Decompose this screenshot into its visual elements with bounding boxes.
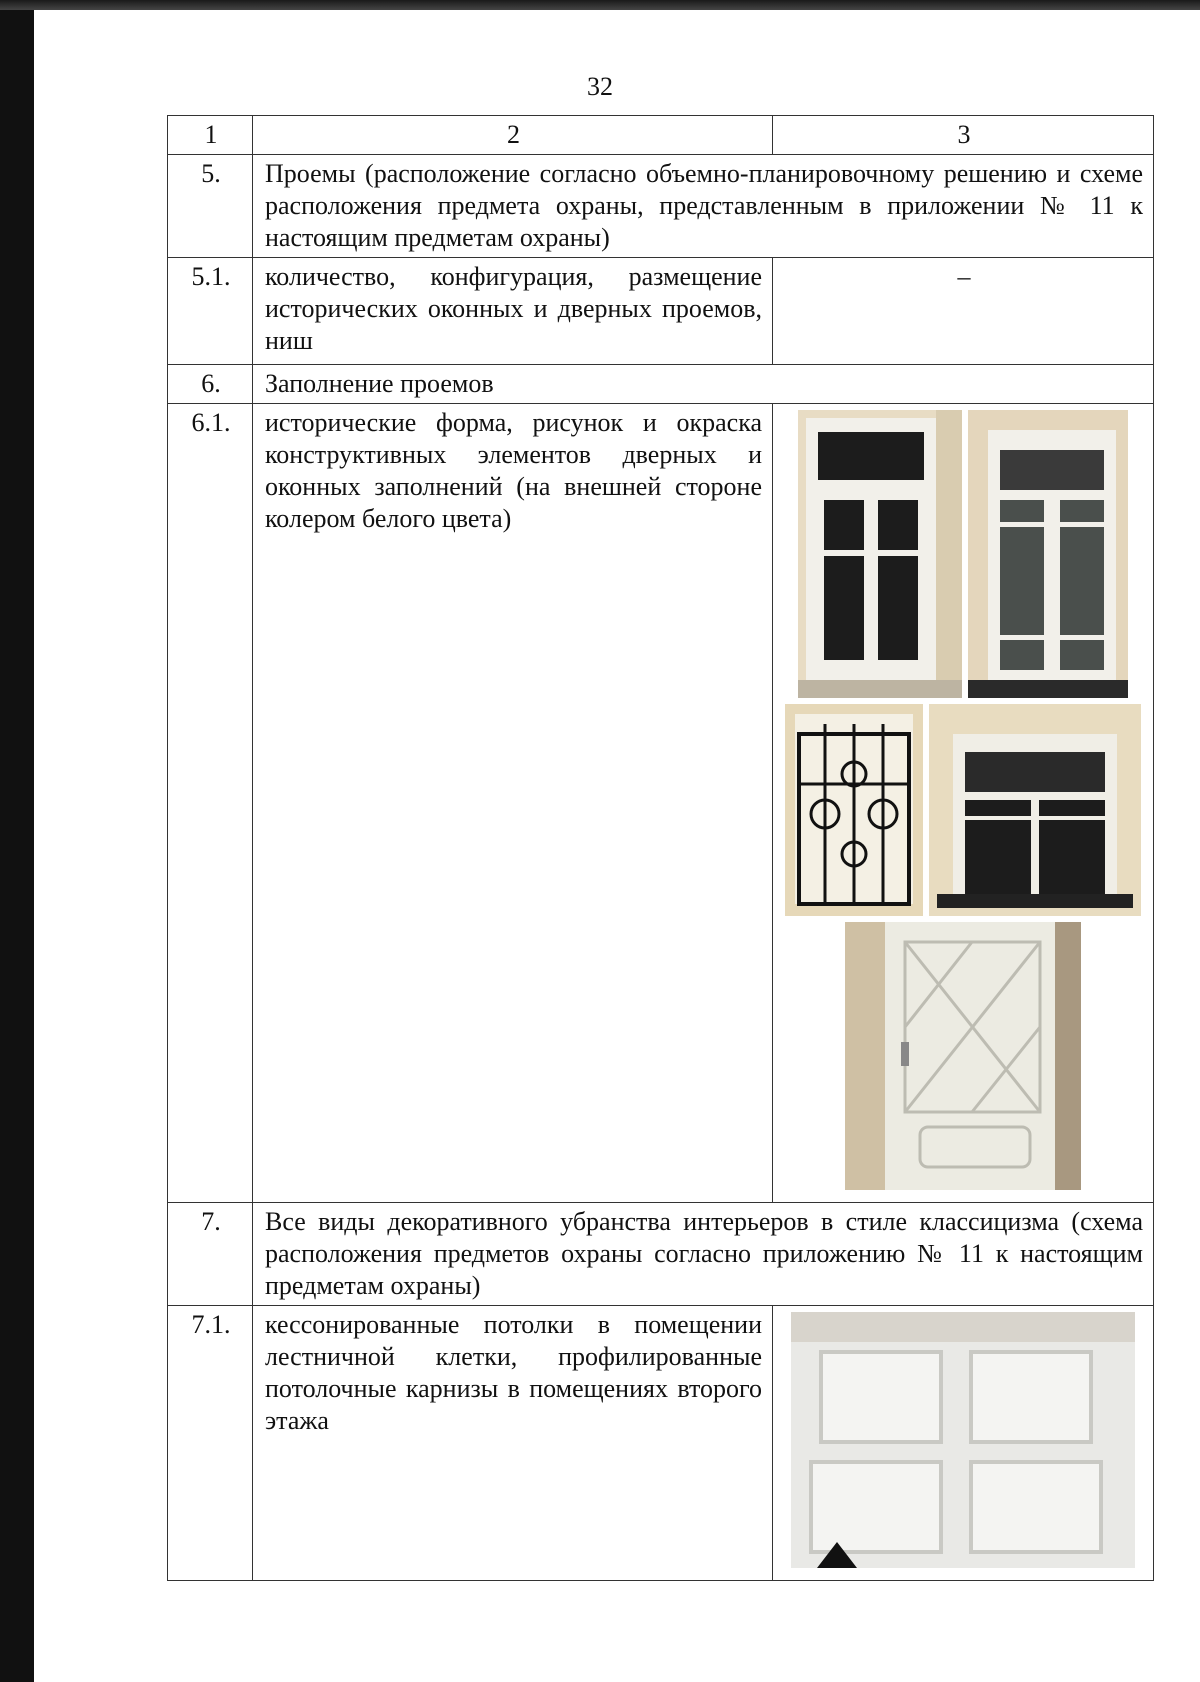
- row-text: кессонированные потолки в помещении лестничной клетки, профилированные потолочные карнизы в помещениях второго этажа: [253, 1306, 773, 1581]
- row-number: 5.1.: [168, 258, 253, 365]
- row-number: 5.: [168, 155, 253, 258]
- barred-window-photo: [785, 704, 923, 916]
- table-row: [168, 1203, 1154, 1306]
- row-number: 7.: [168, 1203, 253, 1306]
- scan-edge-top: [0, 0, 1200, 10]
- window-photo-3: [929, 704, 1141, 916]
- table-header-row: [168, 116, 1154, 155]
- table-row: [168, 1306, 1154, 1581]
- row-text: Заполнение проемов: [253, 365, 1154, 404]
- page-number: 32: [587, 72, 613, 101]
- door-photo: [845, 922, 1081, 1190]
- row-text: Все виды декоративного убранства интерьеров в стиле классицизма (схема расположения предметов охраны согласно приложению № 11 к настоящим предметам охраны): [253, 1203, 1154, 1306]
- row-dash: –: [773, 258, 1154, 365]
- row-text: исторические форма, рисунок и окраска конструктивных элементов дверных и оконных заполнений (на внешней стороне колером белого цвета): [253, 404, 773, 1203]
- table-row: [168, 404, 1154, 1203]
- header-col-3: 3: [773, 116, 1154, 155]
- ceiling-photo-cell: [773, 1306, 1154, 1581]
- table-row: [168, 365, 1154, 404]
- row-number: 6.: [168, 365, 253, 404]
- table-row: [168, 258, 1154, 365]
- protection-items-table: [167, 115, 1154, 1581]
- scan-edge-left: [0, 0, 34, 1682]
- row-number: 7.1.: [168, 1306, 253, 1581]
- row-number: 6.1.: [168, 404, 253, 1203]
- row-text: Проемы (расположение согласно объемно-планировочному решению и схеме расположения предмета охраны, представленным в приложении № 11 к настоящим предметам охраны): [253, 155, 1154, 258]
- window-door-photos: [773, 404, 1154, 1203]
- table-row: [168, 155, 1154, 258]
- header-col-2: 2: [253, 116, 773, 155]
- window-photo-1: [798, 410, 962, 698]
- header-col-1: 1: [168, 116, 253, 155]
- coffered-ceiling-photo: [791, 1312, 1135, 1568]
- window-photo-2: [968, 410, 1128, 698]
- row-text: количество, конфигурация, размещение исторических оконных и дверных проемов, ниш: [253, 258, 773, 365]
